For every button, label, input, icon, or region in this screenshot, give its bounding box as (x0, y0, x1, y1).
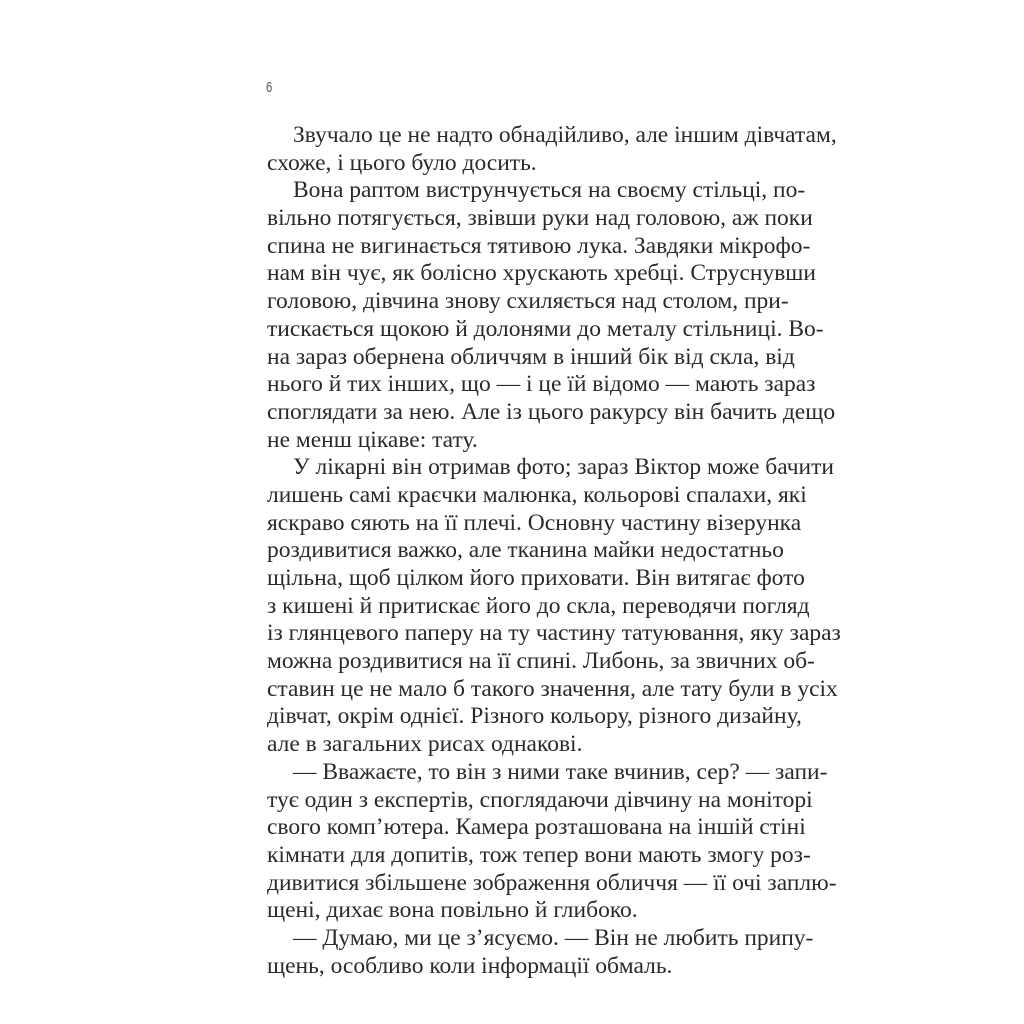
text-line: але в загальних рисах однакові. (267, 731, 583, 758)
text-line: щільна, щоб цілком його приховати. Він витягає фото (267, 565, 805, 591)
text-line: головою, дівчина знову схиляється над столом, при- (267, 288, 789, 315)
paragraph (267, 758, 837, 925)
text-line: нього й тих інших, що — і це їй відомо — мають зараз (267, 371, 816, 398)
paragraph (267, 454, 841, 759)
text-line: — Вважаєте, то він з ними таке вчинив, сер? — запи- (293, 758, 828, 785)
paragraph (267, 924, 814, 980)
text-line: Звучало це не надто обнадійливо, але іншим дівчатам, (293, 122, 837, 148)
paragraph (267, 122, 837, 177)
text-line: схоже, і цього було досить. (267, 149, 537, 176)
page-number: 6 (266, 79, 273, 96)
text-line: ставин це не мало б такого значення, але тату були в усіх (267, 675, 838, 702)
text-line: вільно потягується, звівши руки над головою, аж поки (267, 205, 813, 232)
text-line: — Думаю, ми це з’ясуємо. — Він не любить припу- (293, 924, 814, 951)
text-line: не менш цікаве: тату. (267, 426, 478, 453)
text-line: роздивитися важко, але тканина майки недостатньо (267, 537, 784, 564)
body-text (267, 122, 841, 980)
text-line: із глянцевого паперу на ту частину татуювання, яку зараз (267, 620, 841, 647)
text-line: Вона раптом виструнчується на своєму стільці, по- (293, 177, 806, 204)
text-line: на зараз обернена обличчям в інший бік від скла, від (267, 343, 795, 370)
text-line: У лікарні він отримав фото; зараз Віктор може бачити (293, 454, 834, 481)
text-line: свого комп’ютера. Камера розташована на іншій стіні (267, 814, 806, 841)
text-line: щені, дихає вона повільно й глибоко. (267, 897, 638, 924)
text-line: спина не вигинається тятивою лука. Завдяки мікрофо- (267, 232, 811, 259)
text-line: лишень самі краєчки малюнка, кольорові спалахи, які (267, 481, 807, 508)
text-line: яскраво сяють на її плечі. Основну частину візерунка (267, 509, 802, 536)
paragraph (267, 177, 836, 454)
text-line: кімнати для допитів, тож тепер вони мають змогу роз- (267, 841, 811, 868)
text-line: дивитися збільшене зображення обличчя — її очі заплю- (267, 869, 837, 896)
text-line: можна роздивитися на її спині. Либонь, за звичних об- (267, 648, 815, 675)
text-line: щень, особливо коли інформації обмаль. (267, 952, 673, 979)
text-line: дівчат, окрім однієї. Різного кольору, різного дизайну, (267, 703, 802, 730)
text-line: споглядати за нею. Але із цього ракурсу він бачить дещо (267, 398, 836, 425)
text-line: з кишені й притискає його до скла, переводячи погляд (267, 592, 810, 619)
text-line: тує один з експертів, споглядаючи дівчину на моніторі (267, 786, 813, 813)
text-line: тискається щокою й долонями до металу стільниці. Во- (267, 315, 824, 342)
text-line: нам він чує, як болісно хрускають хребці. Струснувши (267, 260, 816, 287)
